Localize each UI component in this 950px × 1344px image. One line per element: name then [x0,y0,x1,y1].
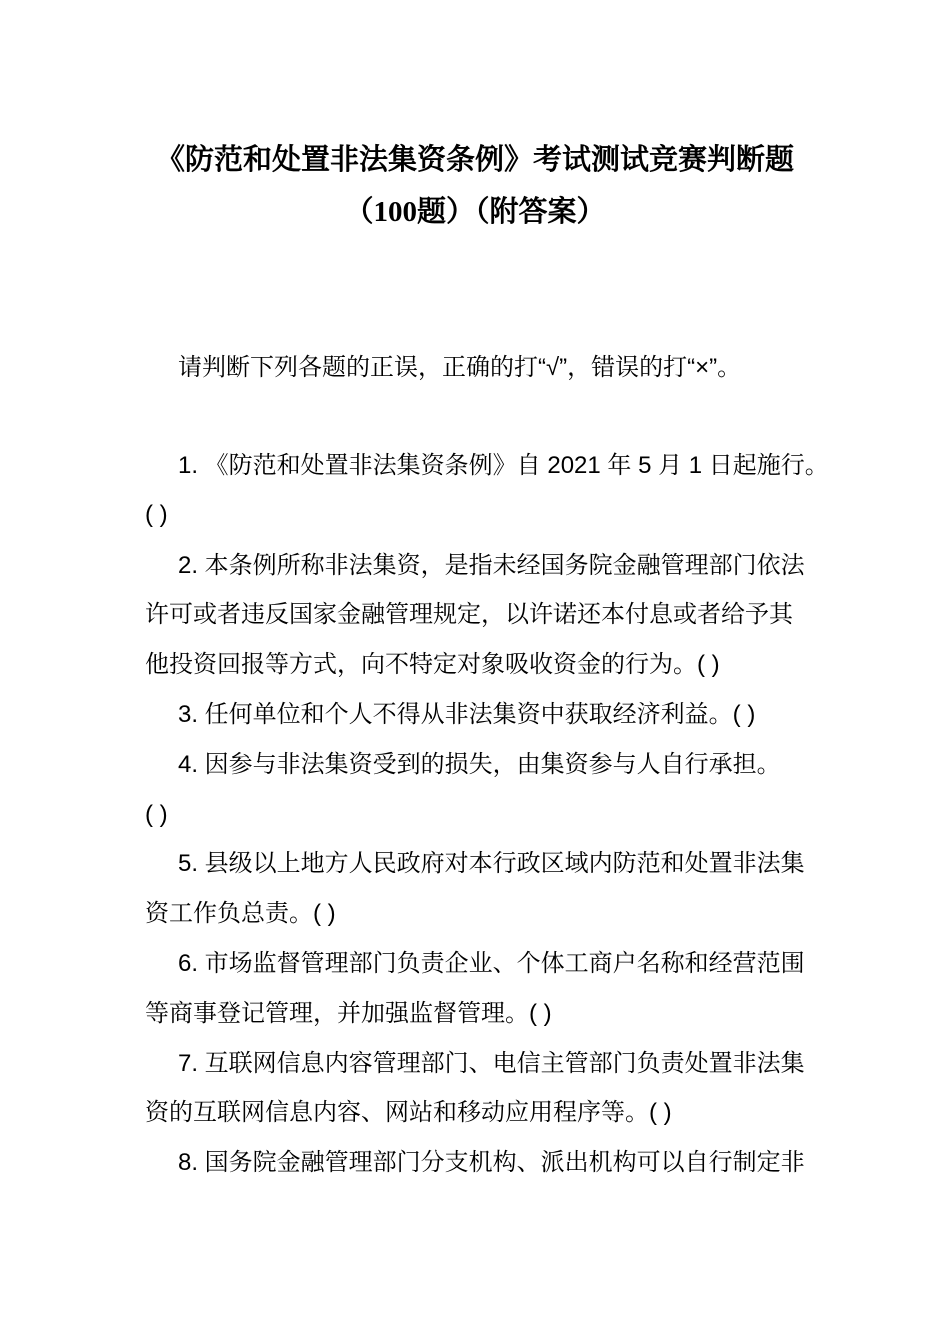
question-line: 6. 市场监督管理部门负责企业、个体工商户名称和经营范围 [178,950,805,977]
question-line: 4. 因参与非法集资受到的损失，由集资参与人自行承担。 [178,751,781,778]
question-line: 8. 国务院金融管理部门分支机构、派出机构可以自行制定非 [178,1149,805,1176]
question-line: 2. 本条例所称非法集资，是指未经国务院金融管理部门依法 [178,552,805,579]
question-line: 5. 县级以上地方人民政府对本行政区域内防范和处置非法集 [178,850,805,877]
answer-blank: ( ) [145,801,168,828]
question-line: 1. 《防范和处置非法集资条例》自 2021 年 5 月 1 日起施行。 [178,452,829,479]
question-line: 许可或者违反国家金融管理规定，以许诺还本付息或者给予其 [145,601,793,628]
question-line: 3. 任何单位和个人不得从非法集资中获取经济利益。( ) [178,701,756,728]
answer-blank: ( ) [145,501,168,528]
question-line: 资工作负总责。( ) [145,900,336,927]
document-title-line1: 《防范和处置非法集资条例》考试测试竞赛判断题 [155,144,794,176]
document-title-line2: （100题）（附答案） [344,196,606,228]
instruction-text: 请判断下列各题的正误，正确的打“√”，错误的打“×”。 [178,354,742,381]
question-line: 资的互联网信息内容、网站和移动应用程序等。( ) [145,1099,672,1126]
question-line: 他投资回报等方式，向不特定对象吸收资金的行为。( ) [145,651,720,678]
question-line: 7. 互联网信息内容管理部门、电信主管部门负责处置非法集 [178,1050,805,1077]
question-line: 等商事登记管理，并加强监督管理。( ) [145,1000,552,1027]
